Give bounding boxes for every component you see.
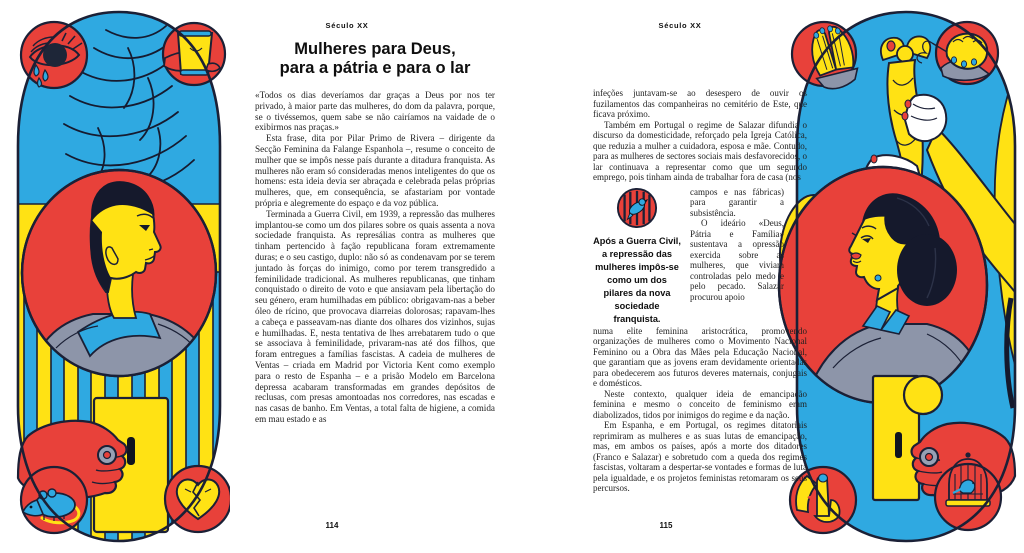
paragraph-terminada: Terminada a Guerra Civil, em 1939, a repressão das mulheres implantou-se como um dos pilares sobre os quais assenta a nova sociedade franquista. As represálias contra as mulheres que tinham pertencido à fação republicana foram extremamente duras; e o seu castigo, duplo: não só as condenavam por se terem juntado às forças do inimigo, como por terem transgredido a feminilidade tradicional. As mulheres republicanas, que tinham conquistado o direito de voto e que ansiavam pela libertação do seu género, eram humilhadas em público: obrigavam-nas a beber óleo de rícino, que provocava diarreias dolorosas; rapavam-lhes a cabeça e passeavam-nas diante dos olhares dos vizinhos, sujas e humilhadas. E, nesta tentativa de lhes arrebatarem tudo o que se associava à feminilidade, privaram-nas até dos filhos, que foram entregues a famílias fascistas. A cadeia de mulheres de Ventas – criada em Madrid por Victoria Kent como exemplo para o resto de Espanha – e a prisão Modelo em Barcelona depressa acabaram transformadas em grandes depósitos de reclusas, com presas amontoadas nos corredores, nas escadas e nas casas de banho. Em Ventas, a total falta de higiene, a comida em mau estado e as: [255, 208, 495, 424]
pull-quote-text: Após a Guerra Civil, a repressão das mulheres impôs-se como um dos pilares da nova sociedade franquista.: [593, 235, 681, 324]
paragraph-quote: «Todos os dias deveríamos dar graças a Deus por nos ter privado, à maior parte das mulheres, do dom da palavra, porque, se o tivéssemos, quem sabe se não cairíamos na vaidade de o exibirmos nas praças.»: [255, 90, 495, 133]
castor-oil-glass-icon: [163, 23, 225, 85]
page-title: [255, 40, 495, 78]
paragraph-campos: campos e nas fábricas) para garantir a subsistência.: [690, 186, 784, 218]
paragraph-infecoes: infeções juntavam-se ao desespero de ouvir os fuzilamentos das companheiras no cemitério de Este, que ficava próximo.: [593, 88, 807, 119]
paragraph-esta-frase: Esta frase, dita por Pilar Primo de Rivera – dirigente da Secção Feminina da Falange Espanhola –, resume o conceito de mulher que se impôs nesse país durante a ditadura franquista. As mulheres não eram só consideradas menos inteligentes do que os homens: esta ideia devia ser abraçada e celebrada pelas próprias mulheres, que, em consequência, se afastariam por vontade própria e alegremente do espaço e da voz pública.: [255, 133, 495, 208]
right-page-text-column: [593, 88, 807, 494]
title-line-1: Mulheres para Deus,: [294, 40, 456, 58]
left-panel-art: [8, 8, 230, 545]
paragraph-numa-elite: numa elite feminina aristocrática, promovendo organizações de mulheres como o Movimento Nacional Feminino ou a Obra das Mães pela Educação Nacional, que garantiam que as jovens eram devidamente orientadas para obedecerem aos futuros deveres maternais, conjugais e domésticos.: [593, 325, 807, 388]
pull-quote-row: [593, 187, 807, 326]
right-illustration-panel: [777, 8, 1017, 545]
paragraph-ideario: O ideário «Deus, Pátria e Família» sustentava a opressão exercida sobre as mulheres, que viviam controladas pelo medo e pelo pecado. Salazar procurou apoio: [690, 218, 784, 302]
running-head-right: Século XX: [658, 21, 702, 30]
shaved-head-portrait: [22, 170, 216, 378]
right-panel-art: [777, 8, 1017, 545]
left-illustration-panel: [8, 8, 230, 545]
paragraph-em-espanha: Em Espanha, e em Portugal, os regimes ditatoriais reprimiram as mulheres e as suas lutas de emancipação, mas, em ambos os países, após a morte dos ditadores (Franco e Salazar) e sobretudo com a queda dos regimes fascistas, voltaram a despertar-se vontades e formas de luta pela igualdade, e os projetos feministas retomaram os seus percursos.: [593, 420, 807, 493]
left-page-text-column: [255, 40, 495, 425]
title-line-2: para a pátria e para o lar: [279, 59, 471, 77]
woman-portrait: [779, 167, 987, 406]
page-number-right: 115: [659, 521, 673, 530]
crying-eye-icon: [21, 22, 87, 88]
paragraph-neste-contexto: Neste contexto, qualquer ideia de emancipação feminina e mesmo o conceito de feminismo eram diabolizados, tidos por inimigos do regime e da nação.: [593, 388, 807, 420]
running-head-left: Século XX: [325, 21, 369, 30]
pull-quote-block: [593, 187, 681, 326]
bird-behind-bars-icon: [616, 187, 658, 229]
paragraph-tambem: Também em Portugal o regime de Salazar difundia o discurso da domesticidade, reforçado pela Igreja Católica, que reduzia a mulher a cuidadora, esposa e mãe. Contudo, para as mulheres de sectores sociais mais desfavorecidos, o lar continuava a representar como que um segundo emprego, pois tinham ainda de trabalhar fora de casa (nos: [593, 119, 807, 182]
narrow-text-column: [690, 187, 784, 326]
page-number-left: 114: [325, 521, 339, 530]
left-body-text: [255, 90, 495, 425]
